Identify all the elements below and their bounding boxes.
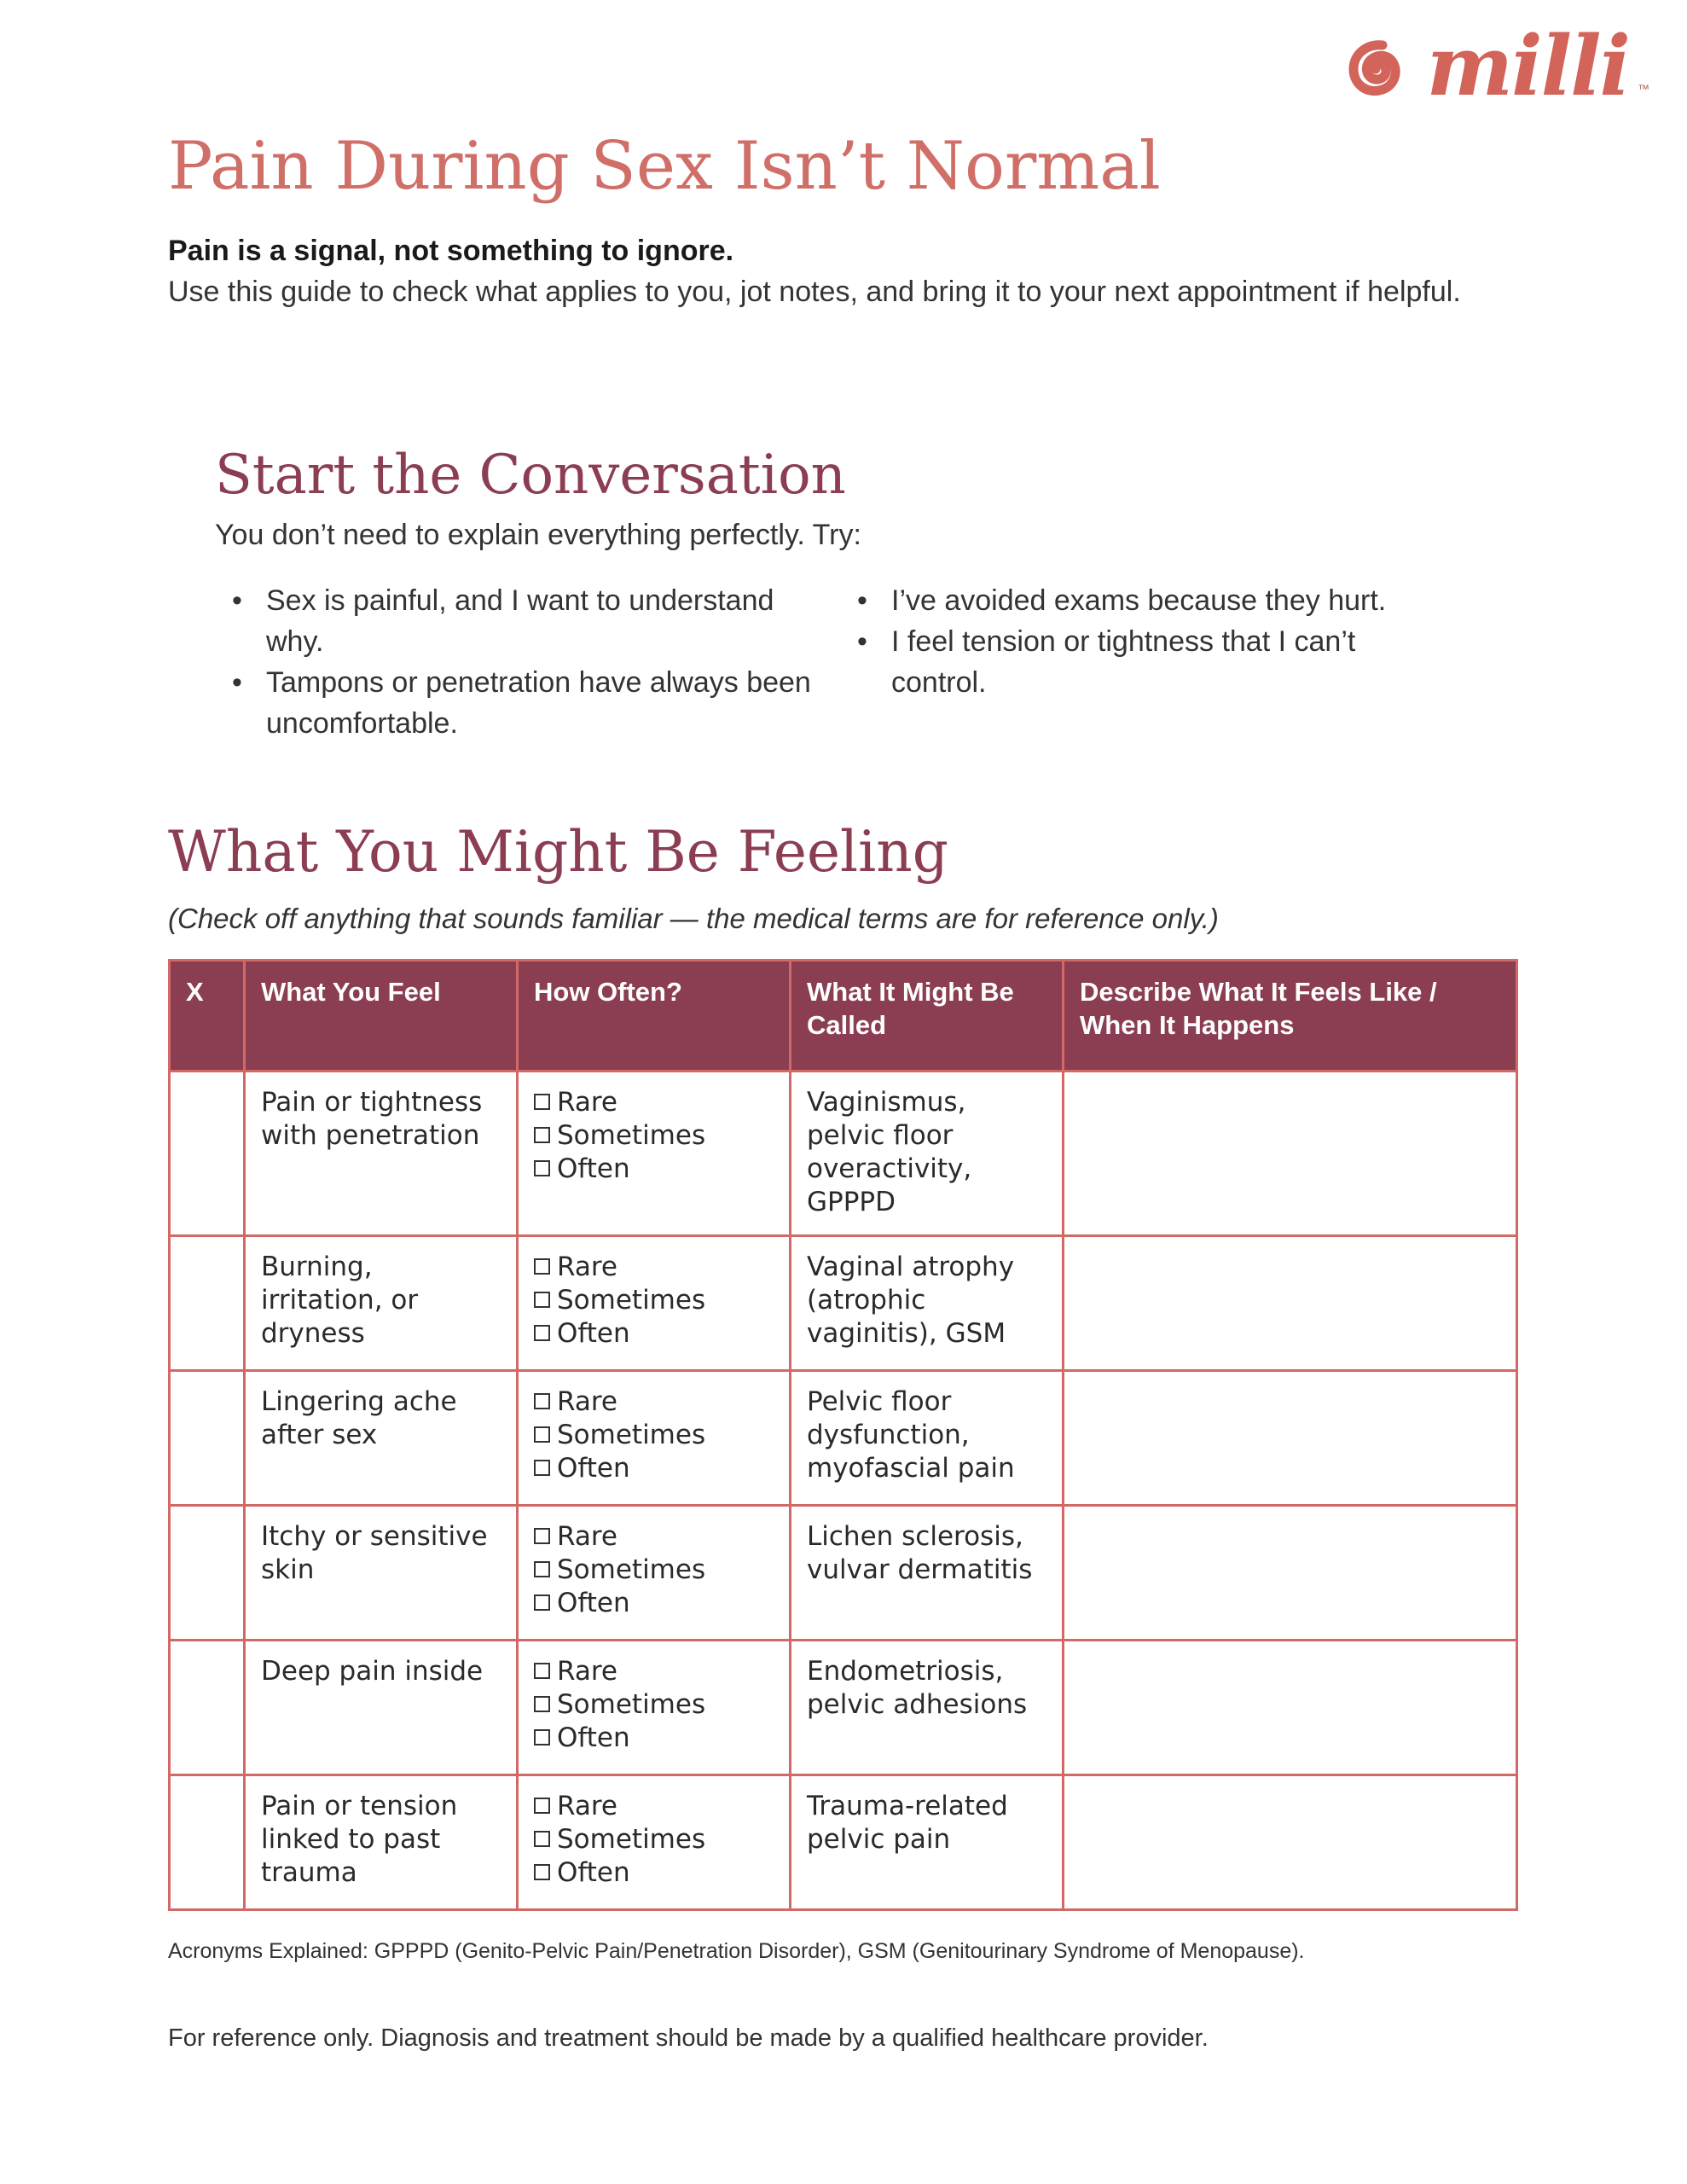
checkbox-icon[interactable] bbox=[534, 1561, 550, 1577]
checkbox-icon[interactable] bbox=[534, 1393, 550, 1409]
frequency-cell bbox=[518, 1775, 791, 1910]
table-header-row bbox=[170, 961, 1517, 1072]
trademark-mark: ™ bbox=[1638, 82, 1649, 96]
list-item: • I feel tension or tightness that I can’t control. bbox=[857, 621, 1454, 703]
checkbox-icon[interactable] bbox=[534, 1729, 550, 1745]
called-cell: Endometriosis, pelvic adhesions bbox=[791, 1641, 1064, 1775]
check-cell[interactable] bbox=[170, 1072, 245, 1236]
conversation-list-left bbox=[232, 580, 829, 744]
brand-logo bbox=[1333, 18, 1649, 114]
header-frequency: How Often? bbox=[518, 961, 791, 1072]
frequency-option[interactable]: Rare bbox=[534, 1655, 774, 1688]
list-item: • Tampons or penetration have always been uncomfortable. bbox=[232, 662, 829, 744]
checkbox-icon[interactable] bbox=[534, 1426, 550, 1443]
called-cell: Lichen sclerosis, vulvar dermatitis bbox=[791, 1506, 1064, 1641]
check-cell[interactable] bbox=[170, 1371, 245, 1506]
conversation-heading: Start the Conversation bbox=[215, 444, 846, 507]
frequency-option[interactable]: Often bbox=[534, 1153, 774, 1186]
check-cell[interactable] bbox=[170, 1775, 245, 1910]
feel-cell: Pain or tension linked to past trauma bbox=[245, 1775, 518, 1910]
frequency-option[interactable]: Sometimes bbox=[534, 1119, 774, 1153]
called-cell: Vaginal atrophy (atrophic vaginitis), GSM bbox=[791, 1236, 1064, 1371]
frequency-option[interactable]: Sometimes bbox=[534, 1823, 774, 1856]
milli-swirl-icon bbox=[1333, 28, 1418, 105]
feeling-note: (Check off anything that sounds familiar — the medical terms are for reference only.) bbox=[168, 903, 1219, 934]
feel-cell: Deep pain inside bbox=[245, 1641, 518, 1775]
describe-cell[interactable] bbox=[1064, 1236, 1517, 1371]
acronyms-note: Acronyms Explained: GPPPD (Genito-Pelvic Pain/Penetration Disorder), GSM (Genitourinary Syndrome of Menopause). bbox=[168, 1939, 1305, 1963]
frequency-cell bbox=[518, 1072, 791, 1236]
frequency-cell bbox=[518, 1236, 791, 1371]
disclaimer: For reference only. Diagnosis and treatment should be made by a qualified healthcare provider. bbox=[168, 2024, 1209, 2052]
intro bbox=[168, 230, 1473, 312]
frequency-option[interactable]: Often bbox=[534, 1722, 774, 1755]
checkbox-icon[interactable] bbox=[534, 1594, 550, 1611]
table-row bbox=[170, 1641, 1517, 1775]
called-cell: Trauma-related pelvic pain bbox=[791, 1775, 1064, 1910]
table-row bbox=[170, 1072, 1517, 1236]
checkbox-icon[interactable] bbox=[534, 1160, 550, 1176]
checkbox-icon[interactable] bbox=[534, 1831, 550, 1847]
describe-cell[interactable] bbox=[1064, 1506, 1517, 1641]
header-called: What It Might Be Called bbox=[791, 961, 1064, 1072]
checkbox-icon[interactable] bbox=[534, 1258, 550, 1275]
frequency-option[interactable]: Rare bbox=[534, 1086, 774, 1119]
called-cell: Vaginismus, pelvic floor overactivity, GPPPD bbox=[791, 1072, 1064, 1236]
feeling-heading: What You Might Be Feeling bbox=[168, 819, 949, 885]
frequency-option[interactable]: Rare bbox=[534, 1251, 774, 1284]
checkbox-icon[interactable] bbox=[534, 1663, 550, 1679]
checkbox-icon[interactable] bbox=[534, 1094, 550, 1110]
symptom-table bbox=[168, 959, 1518, 1911]
frequency-option[interactable]: Sometimes bbox=[534, 1284, 774, 1317]
describe-cell[interactable] bbox=[1064, 1371, 1517, 1506]
frequency-option[interactable]: Sometimes bbox=[534, 1688, 774, 1722]
frequency-option[interactable]: Often bbox=[534, 1317, 774, 1350]
checkbox-icon[interactable] bbox=[534, 1127, 550, 1143]
feel-cell: Itchy or sensitive skin bbox=[245, 1506, 518, 1641]
page-title: Pain During Sex Isn’t Normal bbox=[168, 128, 1161, 205]
conversation-lead: You don’t need to explain everything perfectly. Try: bbox=[215, 519, 861, 551]
checkbox-icon[interactable] bbox=[534, 1798, 550, 1814]
check-cell[interactable] bbox=[170, 1236, 245, 1371]
checkbox-icon[interactable] bbox=[534, 1864, 550, 1880]
frequency-option[interactable]: Often bbox=[534, 1452, 774, 1485]
table-row bbox=[170, 1236, 1517, 1371]
table-row bbox=[170, 1371, 1517, 1506]
describe-cell[interactable] bbox=[1064, 1775, 1517, 1910]
header-describe: Describe What It Feels Like / When It Happens bbox=[1064, 961, 1517, 1072]
check-cell[interactable] bbox=[170, 1641, 245, 1775]
intro-bold-statement: Pain is a signal, not something to ignore. bbox=[168, 235, 734, 267]
describe-cell[interactable] bbox=[1064, 1072, 1517, 1236]
frequency-option[interactable]: Rare bbox=[534, 1385, 774, 1419]
checkbox-icon[interactable] bbox=[534, 1460, 550, 1476]
list-item: • Sex is painful, and I want to understand why. bbox=[232, 580, 829, 662]
intro-text: Use this guide to check what applies to you, jot notes, and bring it to your next appointment if helpful. bbox=[168, 276, 1461, 308]
brand-name: milli bbox=[1426, 18, 1629, 114]
check-cell[interactable] bbox=[170, 1506, 245, 1641]
describe-cell[interactable] bbox=[1064, 1641, 1517, 1775]
conversation-list-right bbox=[857, 580, 1454, 703]
frequency-cell bbox=[518, 1506, 791, 1641]
frequency-cell bbox=[518, 1641, 791, 1775]
feel-cell: Lingering ache after sex bbox=[245, 1371, 518, 1506]
frequency-option[interactable]: Sometimes bbox=[534, 1419, 774, 1452]
frequency-cell bbox=[518, 1371, 791, 1506]
checkbox-icon[interactable] bbox=[534, 1528, 550, 1544]
frequency-option[interactable]: Rare bbox=[534, 1520, 774, 1554]
frequency-option[interactable]: Often bbox=[534, 1856, 774, 1890]
checkbox-icon[interactable] bbox=[534, 1325, 550, 1341]
called-cell: Pelvic floor dysfunction, myofascial pain bbox=[791, 1371, 1064, 1506]
list-item: • I’ve avoided exams because they hurt. bbox=[857, 580, 1454, 621]
frequency-option[interactable]: Rare bbox=[534, 1790, 774, 1823]
frequency-option[interactable]: Sometimes bbox=[534, 1554, 774, 1587]
checkbox-icon[interactable] bbox=[534, 1292, 550, 1308]
frequency-option[interactable]: Often bbox=[534, 1587, 774, 1620]
checkbox-icon[interactable] bbox=[534, 1696, 550, 1712]
feel-cell: Pain or tightness with penetration bbox=[245, 1072, 518, 1236]
header-feel: What You Feel bbox=[245, 961, 518, 1072]
feel-cell: Burning, irritation, or dryness bbox=[245, 1236, 518, 1371]
table-row bbox=[170, 1506, 1517, 1641]
table-row bbox=[170, 1775, 1517, 1910]
header-check: X bbox=[170, 961, 245, 1072]
